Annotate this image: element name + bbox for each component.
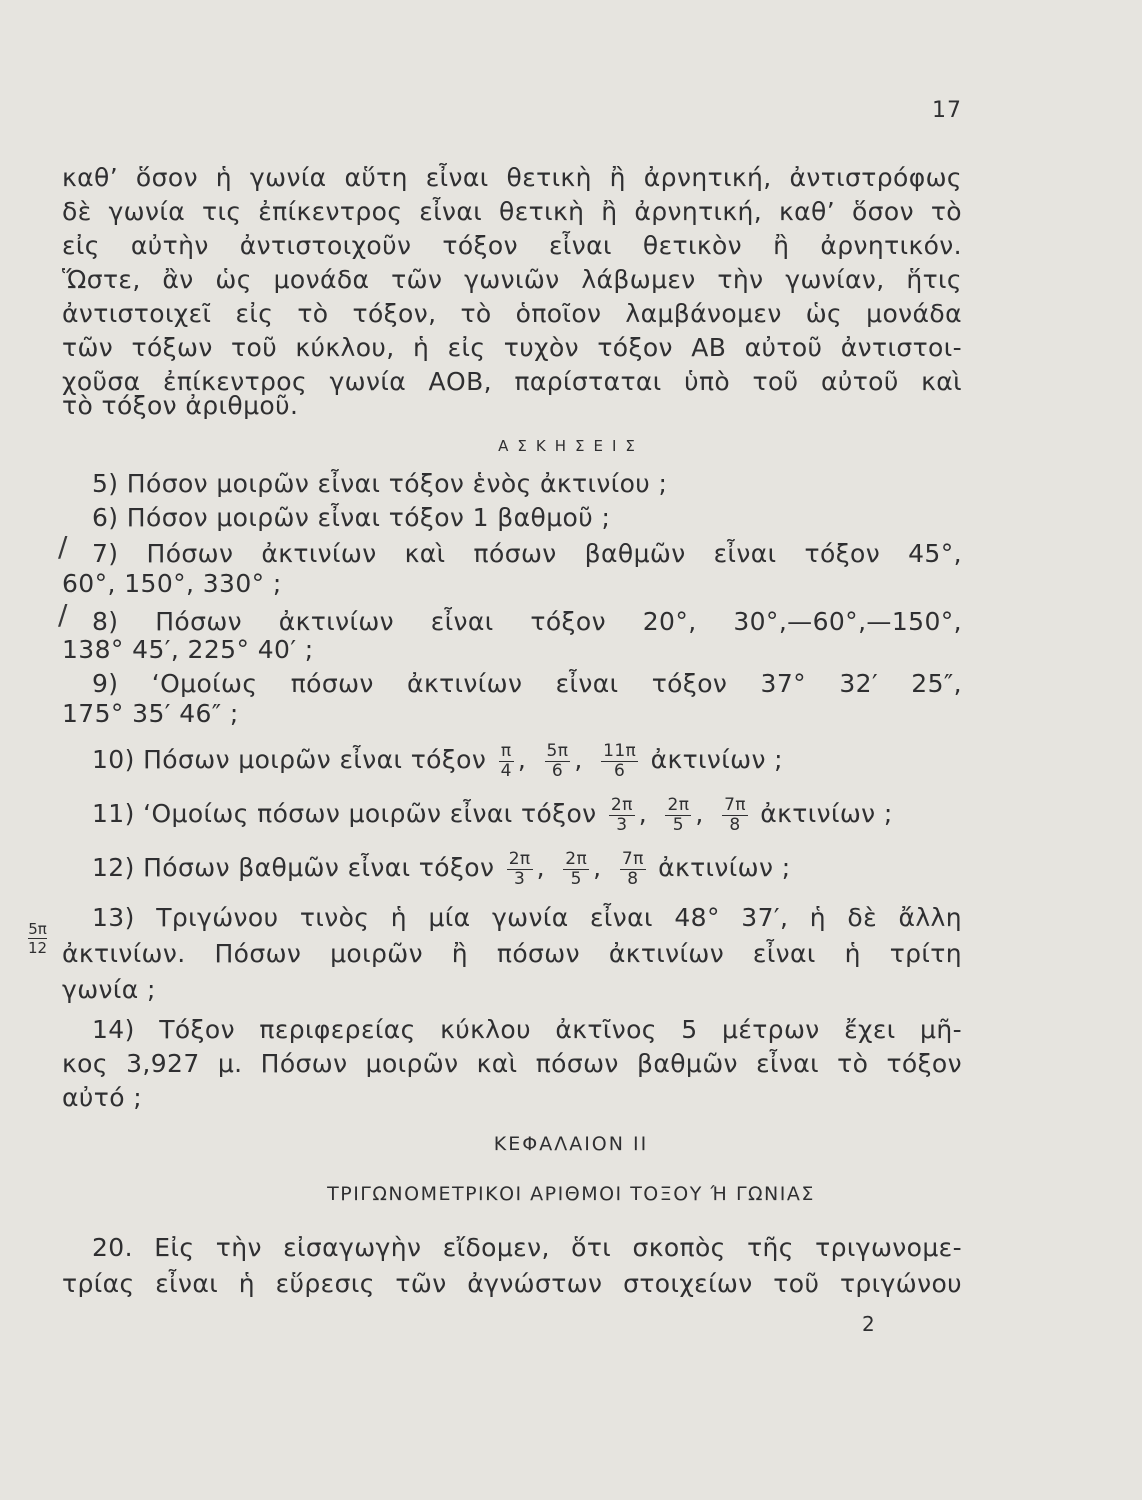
exercise-7: 7) Πόσων ἀκτινίων καὶ πόσων βαθμῶν εἶναι τόξον 45°, [92, 539, 962, 568]
fraction [28, 920, 47, 957]
exercise-8-cont: 138° 45′, 225° 40′ ; [62, 635, 314, 664]
frac-denominator: 6 [614, 760, 626, 781]
exercise-14-cont: κος 3,927 μ. Πόσων μοιρῶν καὶ πόσων βαθμῶν εἶναι τὸ τόξον [62, 1049, 962, 1078]
frac-denominator: 8 [729, 814, 741, 835]
exercise-8: 8) Πόσων ἀκτινίων εἶναι τόξον 20°, 30°,—60°,—150°, [92, 607, 962, 636]
frac-denominator: 5 [570, 868, 582, 889]
exercise-11: 11) ‘Ομοίως πόσων μοιρῶν εἶναι τόξον $\frac{2\pi}{3}$ , $\frac{2\pi}{5}$ , $\frac{7\pi}{8}$ ἀκτινίων ; [92, 794, 893, 835]
exercise-13: 13) Τριγώνου τινὸς ἡ μία γωνία εἶναι 48° 37′, ἡ δὲ ἄλλη [92, 903, 962, 932]
exercise-10: 10) Πόσων μοιρῶν εἶναι τόξον $\frac{\pi}{4}$ , $\frac{5\pi}{6}$ , $\frac{11\pi}{6}$ ἀκτινίων ; [92, 740, 783, 781]
fraction [609, 796, 635, 835]
frac-denominator: 3 [616, 814, 628, 835]
chapter-title: ΤΡΙΓΩΝΟΜΕΤΡΙΚΟΙ ΑΡΙΘΜΟΙ ΤΟΞΟΥ Ή ΓΩΝΙΑΣ [327, 1183, 815, 1205]
frac-numerator: 11π [603, 740, 637, 761]
signature-mark: 2 [862, 1312, 875, 1336]
fraction [507, 850, 533, 889]
frac-denominator: 4 [500, 760, 512, 781]
exercises-heading: ΑΣΚΗΣΕΙΣ [498, 437, 644, 455]
fraction [620, 850, 646, 889]
exercise-7-cont: 60°, 150°, 330° ; [62, 569, 282, 598]
frac-numerator: 2π [565, 848, 588, 869]
frac-numerator: 7π [724, 794, 746, 815]
paragraph-line: χοῦσα ἐπίκεντρος γωνία ΑΟΒ, παρίσταται ὑπὸ τοῦ αὐτοῦ καὶ [62, 367, 962, 396]
paragraph-line: τῶν τόξων τοῦ κύκλου, ἡ εἰς τυχὸν τόξον ΑΒ αὐτοῦ ἀντιστοι- [62, 333, 962, 362]
exercise-14: 14) Τόξον περιφερείας κύκλου ἀκτῖνος 5 μέτρων ἔχει μῆ- [92, 1015, 962, 1044]
exercise-11-text: 11) ‘Ομοίως πόσων μοιρῶν εἶναι τόξον [92, 799, 597, 828]
exercise-5: 5) Πόσον μοιρῶν εἶναι τόξον ἑνὸς ἀκτινίου ; [92, 469, 668, 498]
frac-numerator: 7π [621, 848, 644, 869]
exercise-9-cont: 175° 35′ 46″ ; [62, 699, 239, 728]
margin-pencil-mark: / [58, 598, 68, 631]
frac-numerator: 2π [667, 794, 690, 815]
page-number: 17 [932, 98, 962, 123]
paragraph-line: δὲ γωνία τις ἐπίκεντρος εἶναι θετικὴ ἢ ἀρνητική, καθ’ ὅσον τὸ [62, 197, 962, 226]
paragraph-line: καθ’ ὅσον ἡ γωνία αὕτη εἶναι θετικὴ ἢ ἀρνητική, ἀντιστρόφως [62, 163, 962, 192]
frac-numerator: 2π [508, 848, 531, 869]
frac-numerator: 5π [546, 740, 569, 761]
exercise-12-tail: ἀκτινίων ; [658, 853, 791, 882]
frac-numerator: 2π [610, 794, 633, 815]
paragraph-line: Ὥστε, ἂν ὡς μονάδα τῶν γωνιῶν λάβωμεν τὴν γωνίαν, ἥτις [62, 265, 962, 294]
section-20-cont: τρίας εἶναι ἡ εὕρεσις τῶν ἀγνώστων στοιχείων τοῦ τριγώνου [62, 1269, 962, 1298]
margin-pencil-mark: / [58, 530, 68, 563]
fraction [545, 742, 571, 781]
fraction [665, 796, 691, 835]
exercise-10-text: 10) Πόσων μοιρῶν εἶναι τόξον [92, 745, 487, 774]
exercise-13-cont: ἀκτινίων. Πόσων μοιρῶν ἢ πόσων ἀκτινίων εἶναι ἡ τρίτη [62, 939, 962, 968]
fraction [563, 850, 589, 889]
fraction [499, 742, 514, 781]
frac-denominator: 12 [28, 939, 48, 957]
exercise-12-text: 12) Πόσων βαθμῶν εἶναι τόξον [92, 853, 495, 882]
section-20: 20. Εἰς τὴν εἰσαγωγὴν εἴδομεν, ὅτι σκοπὸς τῆς τριγωνομε- [92, 1233, 962, 1262]
paragraph-line: ἀντιστοιχεῖ εἰς τὸ τόξον, τὸ ὁποῖον λαμβάνομεν ὡς μονάδα [62, 299, 962, 328]
frac-denominator: 8 [627, 868, 639, 889]
chapter-label: ΚΕΦΑΛΑΙΟΝ ΙΙ [493, 1133, 649, 1155]
exercise-12: 12) Πόσων βαθμῶν εἶναι τόξον $\frac{2\pi}{3}$ , $\frac{2\pi}{5}$ , $\frac{7\pi}{8}$ ἀκτινίων ; [92, 848, 791, 889]
frac-numerator: 5π [28, 920, 47, 938]
exercise-6: 6) Πόσον μοιρῶν εἶναι τόξον 1 βαθμοῦ ; [92, 503, 611, 532]
frac-denominator: 6 [551, 760, 564, 781]
frac-denominator: 5 [672, 814, 685, 835]
exercise-14-end: αὐτό ; [62, 1083, 143, 1112]
exercise-10-tail: ἀκτινίων ; [650, 745, 783, 774]
exercise-9: 9) ‘Ομοίως πόσων ἀκτινίων εἶναι τόξον 37° 32′ 25″, [92, 669, 962, 698]
frac-numerator: π [500, 740, 512, 761]
exercise-13-end: γωνία ; [62, 975, 156, 1004]
fraction [601, 742, 638, 781]
fraction [722, 796, 748, 835]
exercise-11-tail: ἀκτινίων ; [760, 799, 893, 828]
frac-denominator: 3 [514, 868, 526, 889]
paragraph-line: τὸ τόξον ἀριθμοῦ. [62, 391, 299, 420]
paragraph-line: εἰς αὐτὴν ἀντιστοιχοῦν τόξον εἶναι θετικὸν ἢ ἀρνητικόν. [62, 231, 962, 260]
